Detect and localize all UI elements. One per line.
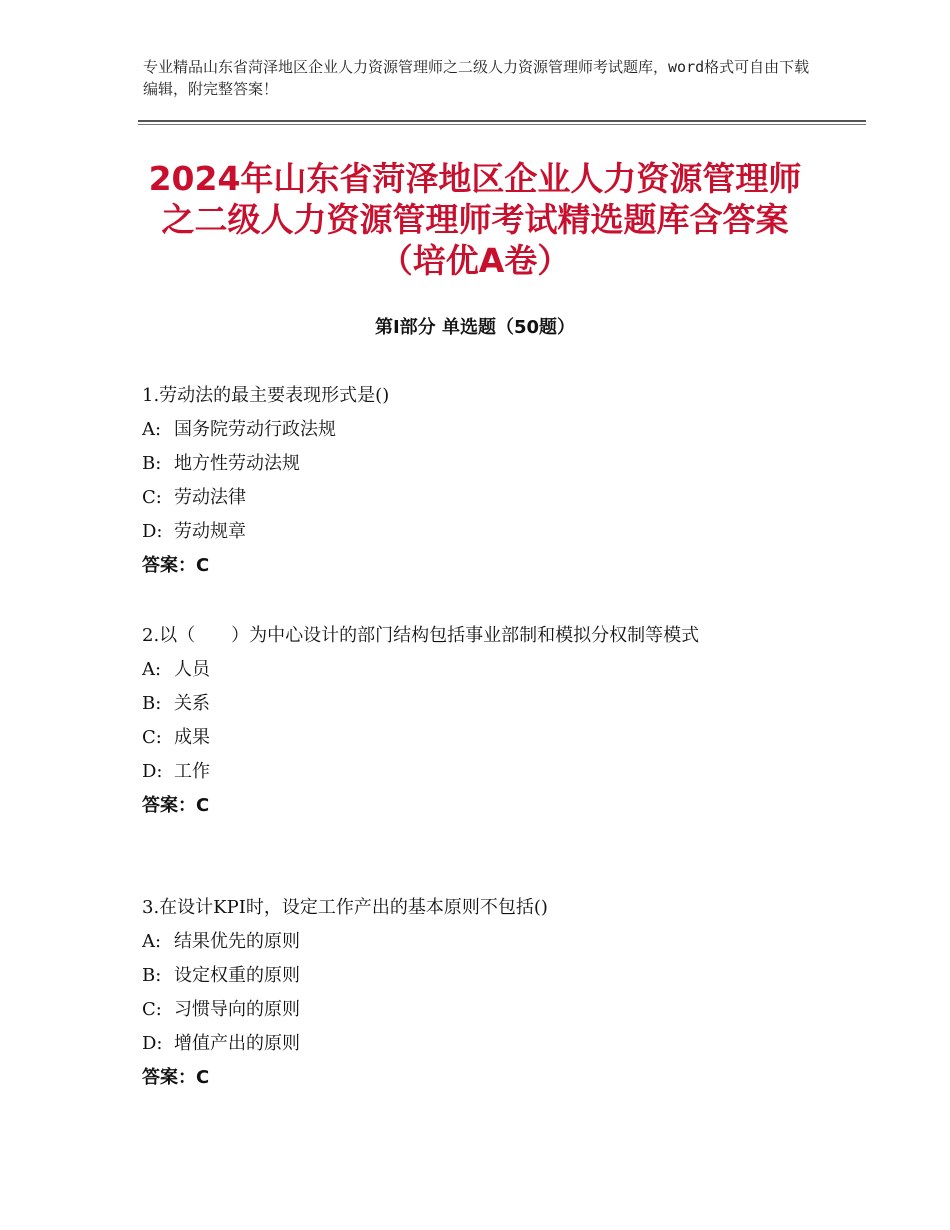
option-d [142,755,822,789]
option-text: 增值产出的原则 [174,1033,300,1054]
option-c [142,721,822,755]
answer-line: 答案：C [142,795,210,816]
header-note: 专业精品山东省菏泽地区企业人力资源管理师之二级人力资源管理师考试题库，word格式可自由下载编辑，附完整答案！ [143,58,810,98]
option-b [142,447,822,481]
option-text: 结果优先的原则 [174,931,300,952]
title-line-1: 2024年山东省菏泽地区企业人力资源管理师 [148,159,802,198]
option-letter: A: [142,931,162,952]
title-line-2: 之二级人力资源管理师考试精选题库含答案 [161,200,789,239]
option-letter: D: [142,761,163,782]
question-stem: 1.劳动法的最主要表现形式是() [142,385,390,406]
answer-line: 答案：C [142,1067,210,1088]
question-1 [142,379,822,583]
header-divider-thin [138,124,866,125]
title-line-3: （培优A卷） [379,241,571,280]
question-stem: 2.以（ ）为中心设计的部门结构包括事业部制和模拟分权制等模式 [142,625,700,646]
question-3 [142,891,822,1095]
option-letter: C: [142,487,162,508]
question-2 [142,619,822,823]
option-a [142,413,822,447]
option-c [142,481,822,515]
option-text: 成果 [174,727,210,748]
question-stem: 3.在设计KPI时，设定工作产出的基本原则不包括() [142,897,548,918]
option-text: 工作 [174,761,210,782]
option-letter: C: [142,999,162,1020]
option-text: 地方性劳动法规 [174,453,300,474]
option-d [142,515,822,549]
answer-line: 答案：C [142,555,210,576]
option-text: 设定权重的原则 [174,965,300,986]
option-text: 人员 [174,659,210,680]
option-letter: A: [142,659,162,680]
option-text: 关系 [174,693,210,714]
option-d [142,1027,822,1061]
option-letter: A: [142,419,162,440]
option-b [142,687,822,721]
option-text: 国务院劳动行政法规 [174,419,336,440]
option-letter: B: [142,693,162,714]
option-letter: D: [142,1033,163,1054]
option-b [142,959,822,993]
section-heading: 第Ⅰ部分 单选题（50题） [374,317,575,338]
document-title [120,158,830,281]
option-letter: B: [142,453,162,474]
option-a [142,925,822,959]
header-divider-thick [138,120,866,122]
option-text: 劳动规章 [174,521,246,542]
option-text: 劳动法律 [174,487,246,508]
option-a [142,653,822,687]
option-letter: C: [142,727,162,748]
option-letter: B: [142,965,162,986]
option-text: 习惯导向的原则 [174,999,300,1020]
option-c [142,993,822,1027]
option-letter: D: [142,521,163,542]
